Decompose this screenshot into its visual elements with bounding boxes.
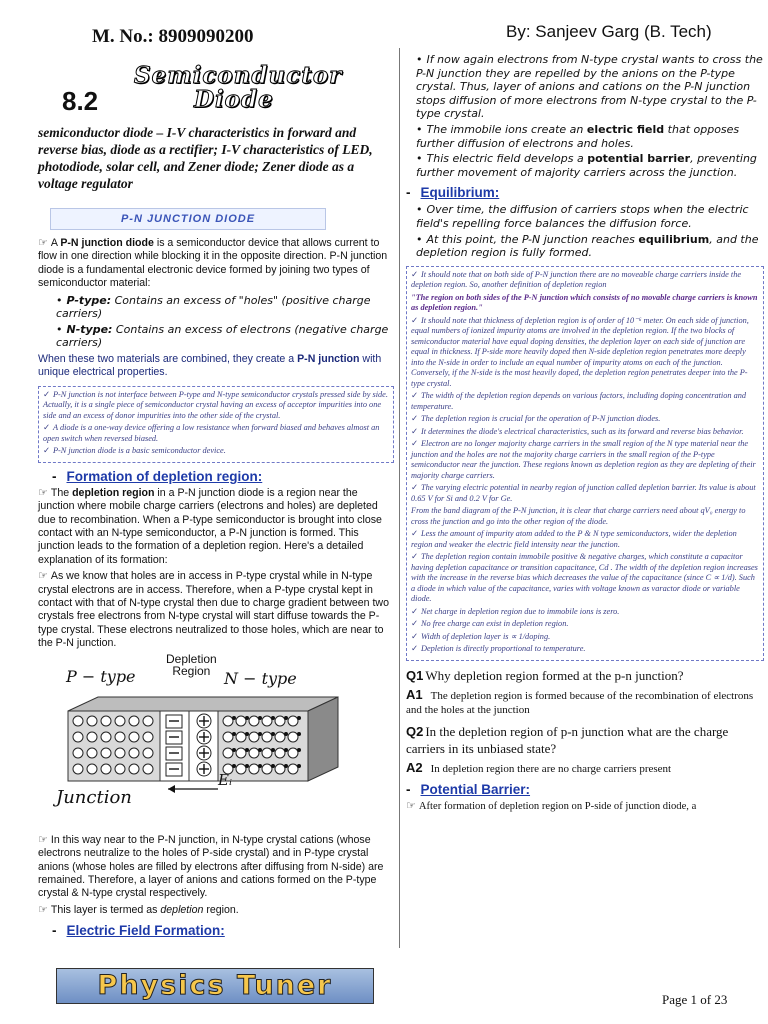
physics-tuner-logo: Physics Tuner <box>56 968 374 1004</box>
depletion-paragraph: ☞ The depletion region in a P-N junction diode is a region near the junction where mobile charge carriers (electrons and holes) are depleted due to recombination. When a P-type semiconductor is brought into close contact with an N-type semiconductor, a P-N junction is formed. This junction leads to the formation of a depletion region. Here's a detailed explanation of its formation: <box>38 485 382 566</box>
electron-dot <box>284 748 288 752</box>
combined-paragraph: When these two materials are combined, they create a P-N junction with unique electrical properties. <box>38 353 382 379</box>
hole-symbol <box>129 732 139 742</box>
electron-dot <box>271 764 275 768</box>
mobile-number: M. No.: 8909090200 <box>92 26 254 47</box>
hole-symbol <box>101 748 111 758</box>
electron-dot <box>245 748 249 752</box>
n-type-label: N − type <box>224 668 297 688</box>
hole-symbol <box>143 748 153 758</box>
checkmark-icon: ✓ <box>43 423 50 433</box>
list-item: • N-type: Contains an excess of electrons (negative charge carriers) <box>56 323 394 350</box>
donor-symbol <box>223 716 233 726</box>
hole-symbol <box>143 764 153 774</box>
list-item: • If now again electrons from N-type crystal wants to cross the P-N junction they are repelled by the anions on the P-type crystal. Thus, layer of anions and cations on the P-N junction stops diffusion of more electrons from N-type crystal to the P-type crystal. <box>416 53 764 121</box>
chapter-title-line2: Diode <box>194 86 274 113</box>
donor-symbol <box>223 732 233 742</box>
electron-dot <box>232 716 236 720</box>
junction-label: Junction <box>56 786 132 808</box>
hole-symbol <box>87 732 97 742</box>
checkmark-icon: ✓ <box>411 483 418 493</box>
hole-symbol <box>101 764 111 774</box>
depletion-region-label: Depletion Region <box>166 651 217 678</box>
electron-dot <box>245 764 249 768</box>
section-title-banner: P-N JUNCTION DIODE <box>50 208 326 230</box>
list-item: • P-type: Contains an excess of "holes" (positive charge carriers) <box>56 294 394 321</box>
diffusion-bullets <box>406 53 764 179</box>
diffusion-paragraph: ☞ As we know that holes are in access in P-type crystal while in N-type crystal electrons are in access. Therefore, when a P-type crystal kept in contact with that of N-type crystal then due to charge gradient between two crystals free electrons from N-type crystal will start diffuse towards the P-type crystal. These electrons neutralized to those holes, which are near to the P-N junction. <box>38 569 389 650</box>
donor-symbol <box>236 764 246 774</box>
hole-symbol <box>115 732 125 742</box>
hole-symbol <box>73 764 83 774</box>
donor-symbol <box>288 748 298 758</box>
note-item: ✓ No free charge can exist in depletion region. <box>411 619 569 629</box>
hole-symbol <box>115 716 125 726</box>
pn-junction-figure <box>48 651 348 827</box>
hole-symbol <box>73 716 83 726</box>
donor-symbol <box>249 732 259 742</box>
checkmark-icon: ✓ <box>411 631 418 641</box>
donor-symbol <box>262 748 272 758</box>
intro-paragraph: ☞ A P-N junction diode is a semiconductor device that allows current to flow in one direction while blocking it in the opposite direction. P-N junction diode is a fundamental electronic device formed by joining two types of semiconductor material: <box>38 236 388 290</box>
question-2: Q2 In the depletion region of p-n junction what are the charge carriers in its unbiased state? <box>406 723 729 756</box>
note-item: ✓ The depletion region is crucial for the operation of P-N junction diodes. <box>411 414 661 424</box>
checkmark-icon: ✓ <box>411 414 418 424</box>
donor-symbol <box>236 748 246 758</box>
chapter-heading <box>38 56 394 122</box>
donor-symbol <box>262 732 272 742</box>
note-item: ✓ A diode is a one-way device offering a low resistance when forward biased and behaves almost an open switch when reversed biased. <box>43 423 380 443</box>
hole-symbol <box>129 748 139 758</box>
equilibrium-bullets <box>406 203 764 259</box>
electron-dot <box>232 748 236 752</box>
chapter-number: 8.2 <box>62 86 99 116</box>
checkmark-icon: ✓ <box>411 529 418 539</box>
donor-symbol <box>288 716 298 726</box>
note-item: ✓ Depletion is directly proportional to temperature. <box>411 644 586 654</box>
pointing-hand-icon: ☞ <box>38 902 48 916</box>
checkmark-icon: ✓ <box>411 644 418 654</box>
electron-dot <box>232 764 236 768</box>
layer-paragraph: ☞ This layer is termed as depletion region. <box>38 902 239 916</box>
electric-field-label: Eᵢ <box>218 770 232 789</box>
electron-dot <box>284 732 288 736</box>
electron-dot <box>271 732 275 736</box>
note-item: ✓ P-N junction diode is a basic semiconductor device. <box>43 446 226 456</box>
checkmark-icon: ✓ <box>411 269 418 279</box>
after-figure-paragraph: ☞ In this way near to the P-N junction, in N-type crystal cations (whose electrons neutralize to the holes of P-side crystal) and in P-type crystal anions (whose holes are filled by electrons after diffusing from N-side) are remained. Therefore, a layer of anions and cations formed on the P-type crystal & N-type crystal respectively. <box>38 832 384 900</box>
note-item: ✓ The width of the depletion region depends on various factors, including doping concentration and temperature. <box>411 391 747 411</box>
donor-symbol <box>262 764 272 774</box>
note-item: ✓ P-N junction is not interface between P-type and N-type semiconductor crystals pressed side by side. Actually, it is a single piece of semiconductor crystal having an excess of acceptor impurities into one side and an excess of donor impurities into the other side of the crystal. <box>43 389 388 420</box>
hole-symbol <box>101 732 111 742</box>
donor-symbol <box>249 716 259 726</box>
electron-dot <box>245 716 249 720</box>
electron-dot <box>245 732 249 736</box>
p-type-label: P − type <box>66 666 136 686</box>
equilibrium-heading: - Equilibrium: <box>406 185 500 201</box>
list-item: • Over time, the diffusion of carriers stops when the electric field's repelling force balances the diffusion force. <box>416 203 764 230</box>
note-item: ✓ The varying electric potential in nearby region of junction called depletion barrier. Its value is about 0.65 V for Si and 0.2 V for Ge. <box>411 483 756 503</box>
hole-symbol <box>143 732 153 742</box>
list-item: • At this point, the P-N junction reaches equilibrium, and the depletion region is fully formed. <box>416 233 764 260</box>
note-item: ✓ The depletion region contain immobile positive & negative charges, which constitute a capacitor having depletion capacitance or transition capacitance, Cd . The width of the depletion region increases with the increase in the reverse bias which decreases the value of the capacitance (since C ∝ 1/d). Such a diode in which value of the capacitance, varies with voltage known as varactor diode or variable diode. <box>411 552 758 604</box>
right-column <box>406 50 764 815</box>
donor-symbol <box>262 716 272 726</box>
note-item: ✓ Width of depletion layer is ∝ 1/doping. <box>411 631 551 641</box>
donor-symbol <box>249 748 259 758</box>
potential-barrier-heading: - Potential Barrier: <box>406 781 531 797</box>
note-item: ✓ It should note that thickness of depletion region is of order of 10⁻⁶ meter. On each side of junction, equal numbers of ionized impurity atoms are involved in the depletion region. If the two blocks of semiconductor material have equal doping densities, the depletion layer on each side of junction are equal in thickness. If P-side more heavily doped then N-side depletion region penetrates more deeply into the N-side in order to include an equal number of impurity atoms on each of the junction. Conversely, if the N-side is the most heavily doped, the depletion region penetrates deeper into the P-type crystal. <box>411 315 749 388</box>
note-item: ✓ Electron are no longer majority charge carriers in the small region of the N type material near the junction and the holes are not the majority charge carriers in the small region of the P-type semiconductor near the junction. These regions known as depletion region as they are depleting of their majority charge carriers. <box>411 439 756 480</box>
donor-symbol <box>236 716 246 726</box>
block-top-face <box>68 697 338 711</box>
syllabus-text: semiconductor diode – I-V characteristics in forward and reverse bias, diode as a rectifier; I-V characteristics of LED, photodiode, solar cell, and Zener diode; Zener diode as a voltage regulator <box>38 125 373 191</box>
chapter-title <box>134 64 342 112</box>
pointing-hand-icon: ☞ <box>406 798 416 812</box>
note-definition: "The region on both sides of the P-N junction which consists of no movable charge carriers is known as depletion region." <box>411 292 758 313</box>
depletion-notes-box <box>406 266 764 661</box>
left-column <box>38 56 394 940</box>
checkmark-icon: ✓ <box>411 619 418 629</box>
electron-dot <box>258 716 262 720</box>
checkmark-icon: ✓ <box>411 391 418 401</box>
note-item: ✓ It determines the diode's electrical characteristics, such as its forward and reverse bias behavior. <box>411 426 744 436</box>
electron-dot <box>297 748 301 752</box>
hole-symbol <box>87 764 97 774</box>
note-item: ✓ Net charge in depletion region due to immobile ions is zero. <box>411 606 620 616</box>
electron-dot <box>284 764 288 768</box>
hole-symbol <box>129 764 139 774</box>
electron-dot <box>284 716 288 720</box>
donor-symbol <box>275 732 285 742</box>
barrier-paragraph: ☞ After formation of depletion region on P-side of junction diode, a <box>406 798 697 812</box>
hole-symbol <box>87 748 97 758</box>
notes-box <box>38 386 394 463</box>
electron-dot <box>297 732 301 736</box>
list-item: • This electric field develops a potential barrier, preventing further movement of majority carriers across the junction. <box>416 152 764 179</box>
donor-symbol <box>223 748 233 758</box>
checkmark-icon: ✓ <box>411 606 418 616</box>
note-item: From the band diagram of the P-N junction, it is clear that charge carriers need about qV₀ energy to cross the junction and go into the other region of the diode. <box>411 506 746 526</box>
page-number: Page 1 of 23 <box>662 992 728 1007</box>
pointing-hand-icon: ☞ <box>38 569 48 583</box>
hole-symbol <box>101 716 111 726</box>
hole-symbol <box>87 716 97 726</box>
donor-symbol <box>249 764 259 774</box>
electron-dot <box>258 748 262 752</box>
electron-dot <box>258 764 262 768</box>
hole-symbol <box>115 764 125 774</box>
checkmark-icon: ✓ <box>411 315 418 325</box>
donor-symbol <box>288 732 298 742</box>
question-1: Q1 Why depletion region formed at the p-n junction? <box>406 667 684 683</box>
electron-dot <box>232 732 236 736</box>
checkmark-icon: ✓ <box>411 439 418 449</box>
electric-field-heading: - Electric Field Formation: <box>52 923 225 939</box>
block-side-face <box>308 697 338 781</box>
electron-dot <box>271 716 275 720</box>
electron-dot <box>297 764 301 768</box>
checkmark-icon: ✓ <box>43 389 50 399</box>
pointing-hand-icon: ☞ <box>38 236 48 249</box>
list-item: • The immobile ions create an electric field that opposes further diffusion of electrons and holes. <box>416 123 764 150</box>
donor-symbol <box>275 748 285 758</box>
electron-dot <box>297 716 301 720</box>
hole-symbol <box>143 716 153 726</box>
donor-symbol <box>236 732 246 742</box>
electron-dot <box>258 732 262 736</box>
column-divider <box>399 48 400 948</box>
chapter-title-line1: Semiconductor <box>134 62 343 89</box>
electron-dot <box>271 748 275 752</box>
checkmark-icon: ✓ <box>411 426 418 436</box>
author-credit: By: Sanjeev Garg (B. Tech) <box>506 22 712 41</box>
donor-symbol <box>275 764 285 774</box>
donor-symbol <box>288 764 298 774</box>
depletion-heading: - Formation of depletion region: <box>52 468 263 484</box>
junction-block-diagram <box>48 689 348 799</box>
answer-1: A1 The depletion region is formed because of the recombination of electrons and the holes at the junction <box>406 686 754 716</box>
hole-symbol <box>73 732 83 742</box>
pointing-hand-icon: ☞ <box>38 485 48 499</box>
note-item: ✓ It should note that on both side of P-N junction there are no moveable charge carriers inside the depletion region. So, another definition of depletion region <box>411 269 742 290</box>
donor-symbol <box>275 716 285 726</box>
hole-symbol <box>129 716 139 726</box>
hole-symbol <box>73 748 83 758</box>
pointing-hand-icon: ☞ <box>38 832 48 846</box>
checkmark-icon: ✓ <box>43 446 50 456</box>
semiconductor-types-list <box>38 294 394 350</box>
answer-2: A2 In depletion region there are no charge carriers present <box>406 759 672 775</box>
field-arrowhead <box>168 785 175 793</box>
note-item: ✓ Less the amount of impurity atom added to the P & N type semiconductors, wider the depletion region and weaker the electric field intensity near the junction. <box>411 529 737 549</box>
hole-symbol <box>115 748 125 758</box>
checkmark-icon: ✓ <box>411 552 418 562</box>
